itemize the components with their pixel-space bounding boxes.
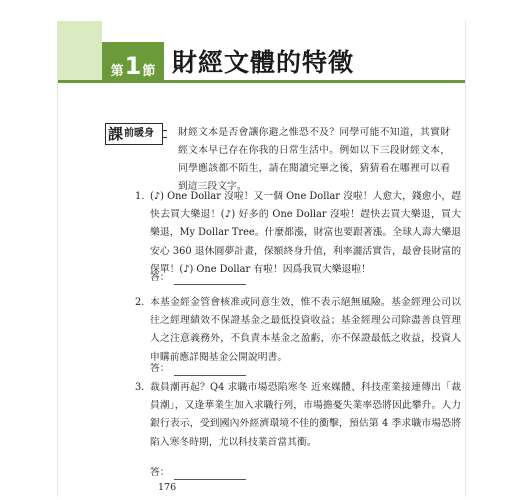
question-number: 3. <box>135 382 145 393</box>
question-text: 裁員潮再起？Q4 求職市場恐陷寒冬 近來媒體、科技產業接連傳出「裁員潮」，又逢華業生加入求職行列，市場擔憂失業率恐將因此攀升。人力銀行表示，受到國內外經濟環境不佳的衝擊，預估第 4 季求職市場恐將陷入寒冬時期，尤以科技業首當其衝。 <box>150 382 461 448</box>
answer-line-2 <box>150 362 246 376</box>
question-1 <box>135 188 461 279</box>
section-prefix: 第 <box>110 64 124 79</box>
section-title: 財經文體的特徵 <box>172 48 355 77</box>
book-page <box>57 21 466 497</box>
badge-tab-decoration <box>162 130 167 138</box>
section-suffix: 節 <box>142 64 156 79</box>
question-number: 1. <box>135 191 145 202</box>
answer-label: 答： <box>150 363 170 374</box>
question-number: 2. <box>135 297 145 308</box>
answer-label: 答： <box>150 467 170 478</box>
question-text: 本基金經金管會核准或同意生效，惟不表示絕無風險。基金經理公司以往之經理績效不保證基金之最低投資收益；基金經理公司除盡善良管理人之注意義務外，不負責本基金之盈虧，亦不保證最低之收益，投資人申購前應詳閱基金公開說明書。 <box>150 297 461 363</box>
question-3 <box>135 379 461 452</box>
answer-blank[interactable] <box>174 366 246 376</box>
answer-line-3 <box>150 466 246 480</box>
answer-line-1 <box>150 271 246 285</box>
header-accent-band <box>58 21 102 83</box>
question-2 <box>135 294 461 367</box>
answer-blank[interactable] <box>174 470 246 480</box>
warmup-intro: 財經文本是否會讓你避之惟恐不及？同學可能不知道，其實財經文本早已存在你我的日常生活中。例如以下三段財經文本，同學應該都不陌生，請在閱讀完畢之後，猜猜看在哪裡可以看到這三段文字。 <box>178 127 450 192</box>
section-number: 1 <box>124 52 142 81</box>
section-number-badge <box>102 42 164 83</box>
page-number: 176 <box>158 482 177 493</box>
warmup-badge <box>105 123 163 145</box>
warmup-badge-rest: 前暖身 <box>124 128 155 139</box>
warmup-badge-big: 課 <box>108 124 124 143</box>
question-text: (♪) One Dollar 沒啦！又一個 One Dollar 沒啦！人愈大，錢愈小，趕快去買大樂退！(♪) 好多的 One Dollar 沒啦！趕快去買大樂退，買大樂退，My Dollar Tree。什麼都漲，財富也要跟著漲。全球人壽大樂退安心 360 退休圓夢計畫，保額終身升值，利率灑活實告，最會長財富的保單！(♪) One Dollar 有啦！因爲我買大樂退啦！ <box>150 191 461 275</box>
answer-label: 答： <box>150 272 170 283</box>
answer-blank[interactable] <box>174 275 246 285</box>
